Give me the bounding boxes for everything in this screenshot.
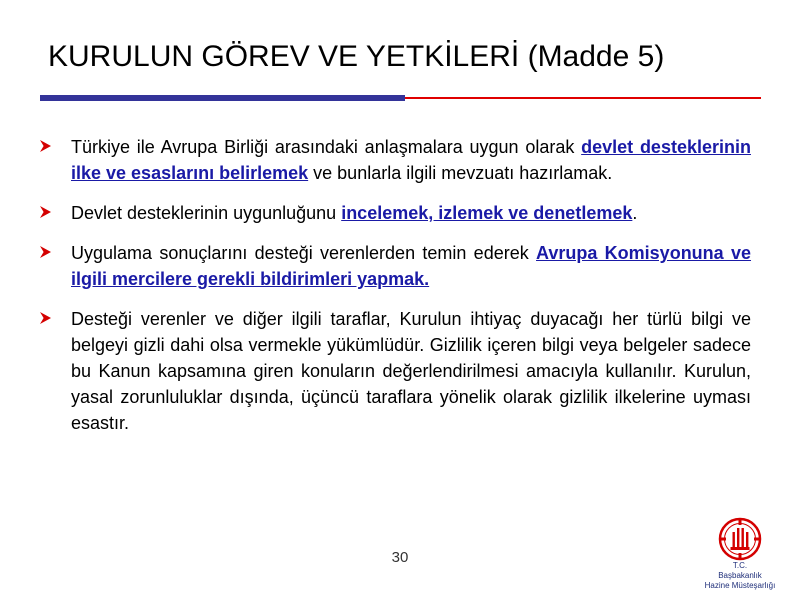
red-arrowhead-icon bbox=[40, 240, 54, 266]
bullet-3-highlight: Avrupa Komisyonuna ve ilgili mercilere gerekli bildirimleri yapmak. bbox=[71, 243, 752, 289]
red-arrowhead-icon bbox=[40, 200, 54, 226]
bullet-list bbox=[40, 134, 751, 436]
bullet-item-1 bbox=[40, 134, 751, 186]
bullet-1-highlight: devlet desteklerinin ilke ve esaslarını belirlemek bbox=[71, 137, 751, 183]
title-rule-red bbox=[405, 97, 761, 99]
slide-title: KURULUN GÖREV VE YETKİLERİ (Madde 5) bbox=[48, 40, 665, 73]
red-arrowhead-icon bbox=[40, 306, 54, 332]
bullet-2-text-end: . bbox=[632, 203, 638, 223]
bullet-2-highlight: incelemek, izlemek ve denetlemek bbox=[341, 203, 633, 223]
logo-line-basbakanlik: Başbakanlık bbox=[718, 571, 762, 580]
bullet-1-text-start: Türkiye ile Avrupa Birliği arasındaki anlaşmalara uygun olarak bbox=[71, 137, 582, 157]
bullet-1-text-end: ve bunlarla ilgili mevzuatı hazırlamak. bbox=[308, 163, 613, 183]
red-arrowhead-icon bbox=[40, 134, 54, 160]
bullet-item-3 bbox=[40, 240, 751, 292]
bullet-2-text-start: Devlet desteklerinin uygunluğunu bbox=[71, 203, 342, 223]
hazine-mustesarligi-emblem-icon bbox=[718, 517, 762, 561]
bullet-3-text-start: Uygulama sonuçlarını desteği verenlerden temin ederek bbox=[71, 243, 537, 263]
bullet-item-4 bbox=[40, 306, 751, 436]
page-number: 30 bbox=[391, 549, 409, 566]
logo-line-hazine: Hazine Müsteşarlığı bbox=[704, 581, 776, 590]
hazine-logo bbox=[692, 517, 788, 597]
bullet-item-2 bbox=[40, 200, 751, 226]
logo-line-tc: T.C. bbox=[732, 561, 748, 570]
bullet-4-text: Desteği verenler ve diğer ilgili taraflar, Kurulun ihtiyaç duyacağı her türlü bilgi ve belgeyi gizli dahi olsa vermekle yükümlüdür. Gizlilik içeren bilgi veya belgeler sadece bu Kanun kapsamına giren konuların değerlendirilmesi amacıyla kullanılır. Kurulun, yasal zorunluluklar dışında, üçüncü taraflara yönelik olarak gizlilik ilkelerine uyması esastır. bbox=[71, 309, 751, 433]
title-rule-blue bbox=[40, 95, 405, 101]
